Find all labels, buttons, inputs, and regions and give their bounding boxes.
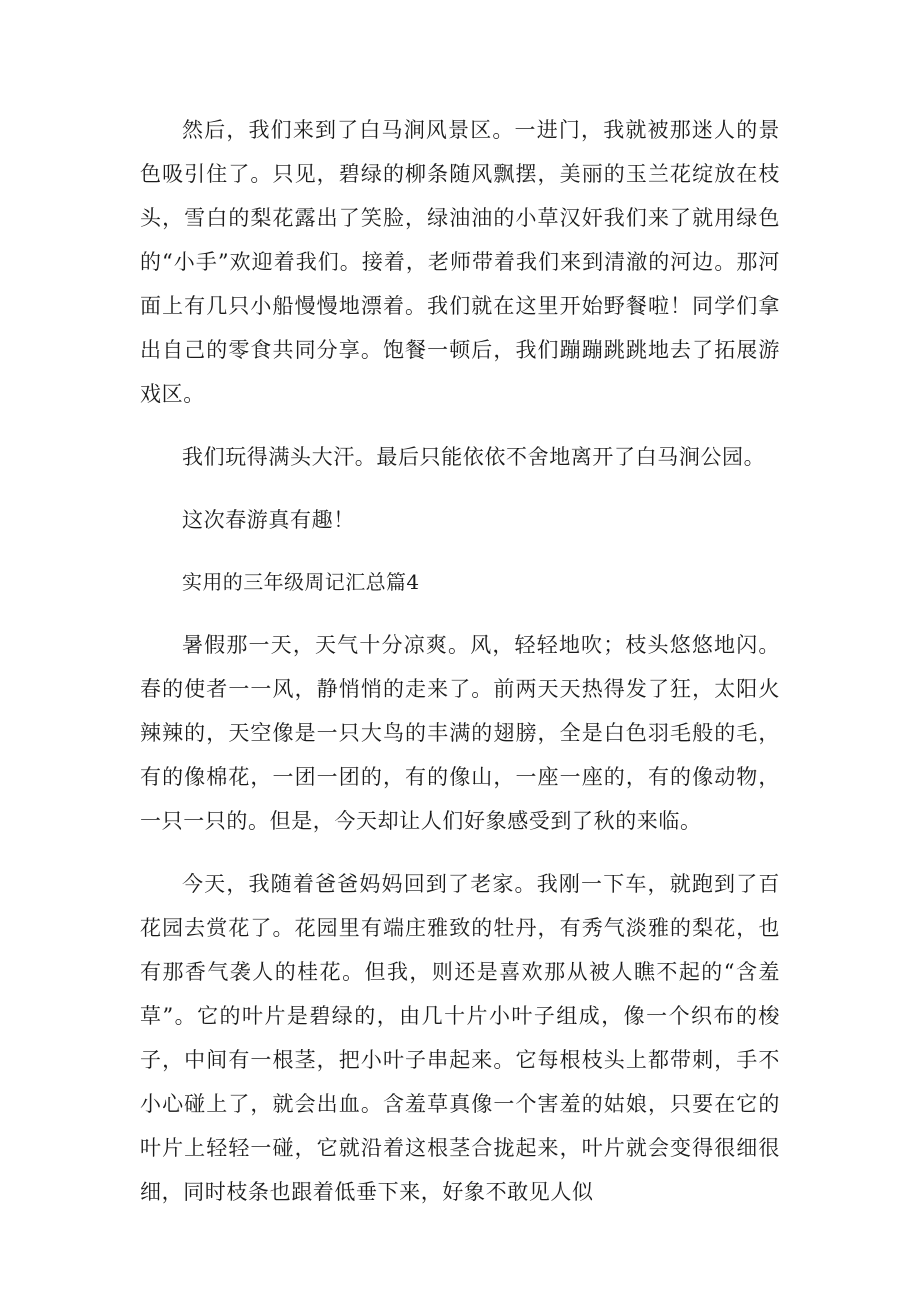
paragraph-cool-weather: 暑假那一天，天气十分凉爽。风，轻轻地吹；枝头悠悠地闪。春的使者一一风，静悄悄的走来了。前两天天热得发了狂，太阳火辣辣的，天空像是一只大鸟的丰满的翅膀，全是白色羽毛般的毛，有的像棉花，一团一团的，有的像山，一座一座的，有的像动物，一只一只的。但是，今天却让人们好象感受到了秋的来临。 <box>140 633 780 833</box>
paragraph-scenic-area: 然后，我们来到了白马涧风景区。一进门，我就被那迷人的景色吸引住了。只见，碧绿的柳条随风飘摆，美丽的玉兰花绽放在枝头，雪白的梨花露出了笑脸，绿油油的小草汉奸我们来了就用绿色的“小手”欢迎着我们。接着，老师带着我们来到清澈的河边。那河面上有几只小船慢慢地漂着。我们就在这里开始野餐啦！同学们拿出自己的零食共同分享。饱餐一顿后，我们蹦蹦跳跳地去了拓展游戏区。 <box>140 118 780 406</box>
paragraph-leaving-park: 我们玩得满头大汗。最后只能依依不舍地离开了白马涧公园。 <box>182 445 766 469</box>
paragraph-mimosa: 今天，我随着爸爸妈妈回到了老家。我刚一下车，就跑到了百花园去赏花了。花园里有端庄雅致的牡丹，有秀气淡雅的梨花，也有那香气袭人的桂花。但我，则还是喜欢那从被人瞧不起的“含羞草”。它的叶片是碧绿的，由几十片小叶子组成，像一个织布的梭子，中间有一根茎，把小叶子串起来。它每根枝头上都带刺，手不小心碰上了，就会出血。含羞草真像一个害羞的姑娘，只要在它的叶片上轻轻一碰，它就沿着这根茎合拢起来，叶片就会变得很细很细，同时枝条也跟着低垂下来，好象不敢见人似 <box>140 872 780 1204</box>
document-body <box>140 108 780 1214</box>
paragraph-fun-trip: 这次春游真有趣！ <box>182 508 355 532</box>
section-heading: 实用的三年级周记汇总篇4 <box>182 570 420 594</box>
